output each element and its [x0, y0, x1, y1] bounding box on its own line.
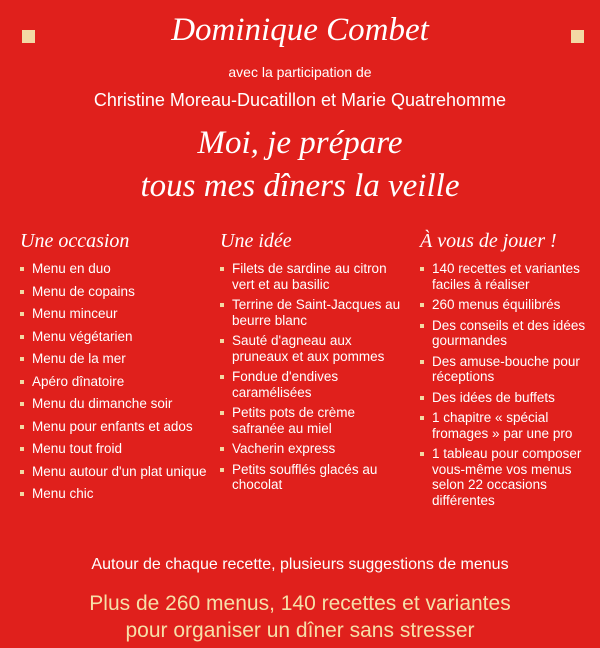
column-heading: À vous de jouer !: [420, 230, 557, 252]
column-heading: Une occasion: [20, 230, 130, 252]
book-title-line-1: Moi, je prépare: [197, 125, 403, 161]
list-item: Des idées de buffets: [420, 390, 598, 406]
book-title-line-2: tous mes dîners la veille: [140, 168, 460, 204]
list-item: Menu minceur: [20, 306, 210, 322]
list-item: Menu de la mer: [20, 351, 210, 367]
tagline-line-1: Plus de 260 menus, 140 recettes et variantes: [89, 592, 511, 615]
list-item: Menu du dimanche soir: [20, 396, 210, 412]
participation-text: avec la participation de: [228, 64, 372, 80]
list-item: Terrine de Saint-Jacques au beurre blanc: [220, 297, 405, 328]
column-occasion: [20, 230, 210, 509]
list-item: Sauté d'agneau aux pruneaux et aux pommes: [220, 333, 405, 364]
list-item: Vacherin express: [220, 441, 405, 457]
list-item: Petits pots de crème safranée au miel: [220, 405, 405, 436]
author-name: Dominique Combet: [171, 12, 429, 48]
suggestion-text: Autour de chaque recette, plusieurs suggestions de menus: [91, 556, 509, 573]
idea-list: [220, 261, 405, 493]
list-item: Menu chic: [20, 486, 210, 502]
list-item: Menu végétarien: [20, 329, 210, 345]
list-item: 140 recettes et variantes faciles à réaliser: [420, 261, 598, 292]
list-item: Menu pour enfants et ados: [20, 419, 210, 435]
column-your-turn: [420, 230, 598, 513]
list-item: Menu autour d'un plat unique: [20, 464, 210, 480]
tagline-line-2: pour organiser un dîner sans stresser: [125, 619, 475, 642]
column-idea: [220, 230, 405, 498]
list-item: 1 tableau pour composer vous-même vos menus selon 22 occasions différentes: [420, 446, 598, 508]
list-item: Menu tout froid: [20, 441, 210, 457]
list-item: Menu en duo: [20, 261, 210, 277]
occasion-list: [20, 261, 210, 502]
list-item: Apéro dînatoire: [20, 374, 210, 390]
list-item: Petits soufflés glacés au chocolat: [220, 462, 405, 493]
list-item: Fondue d'endives caramélisées: [220, 369, 405, 400]
list-item: Menu de copains: [20, 284, 210, 300]
list-item: Des amuse-bouche pour réceptions: [420, 354, 598, 385]
tagline: [0, 590, 600, 644]
book-title: [0, 122, 600, 208]
coauthors: Christine Moreau-Ducatillon et Marie Quatrehomme: [93, 90, 507, 110]
column-heading: Une idée: [220, 230, 292, 252]
list-item: 260 menus équilibrés: [420, 297, 598, 313]
list-item: Des conseils et des idées gourmandes: [420, 318, 598, 349]
list-item: Filets de sardine au citron vert et au basilic: [220, 261, 405, 292]
features-list: [420, 261, 598, 508]
list-item: 1 chapitre « spécial fromages » par une pro: [420, 410, 598, 441]
